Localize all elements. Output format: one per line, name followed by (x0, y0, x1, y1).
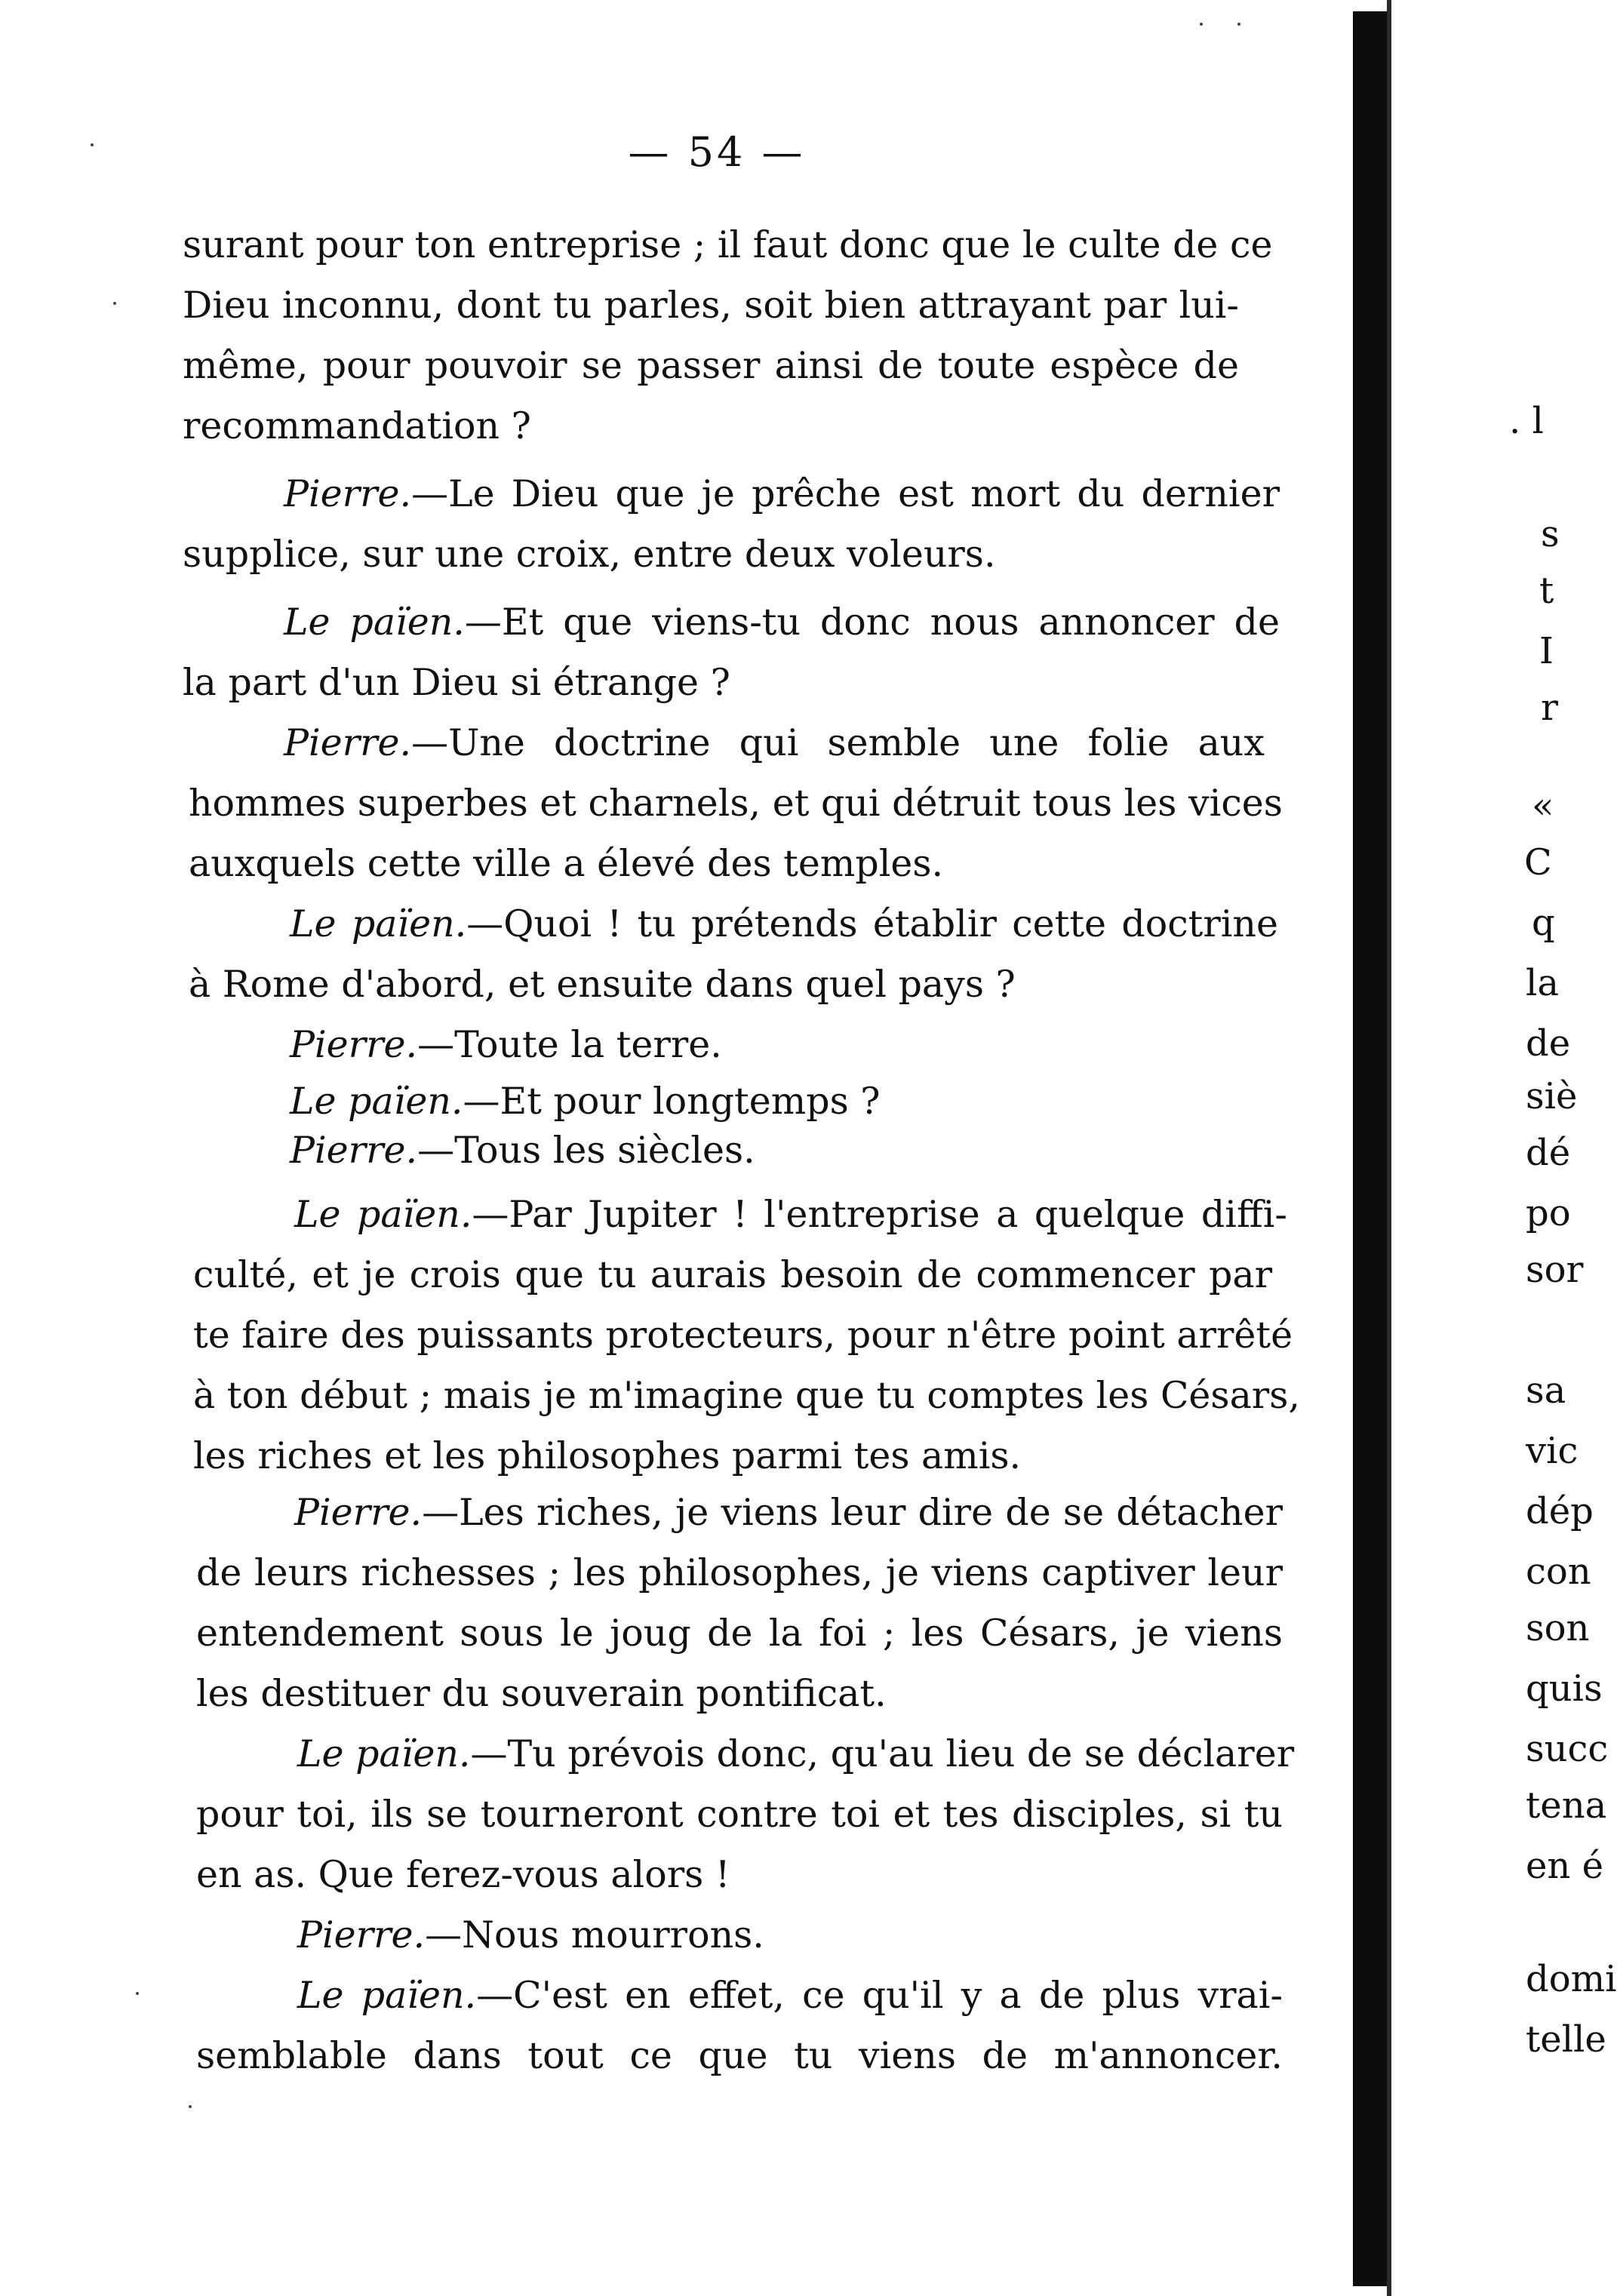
next-page-fragment: t (1539, 570, 1554, 612)
text-line: la part d'un Dieu si étrange ? (183, 661, 730, 704)
speaker-name: Le païen. (297, 1974, 477, 2017)
text-line: recommandation ? (183, 404, 531, 447)
page-number: — 54 — (628, 128, 806, 176)
next-page-fragment: sor (1526, 1249, 1584, 1291)
dialogue-line (297, 1732, 1295, 1777)
speaker-name: Pierre. (284, 472, 412, 515)
scan-speck (91, 143, 94, 146)
speaker-name: Le païen. (290, 902, 467, 945)
next-page-fragment: en é (1526, 1845, 1603, 1887)
text-line: à ton début ; mais je m'imagine que tu comptes les Césars, (193, 1374, 1300, 1417)
text-line: auxquels cette ville a élevé des temples. (189, 842, 944, 885)
text-line: hommes superbes et charnels, et qui détruit tous les vices (189, 782, 1283, 825)
speaker-name: Le païen. (284, 601, 465, 644)
text-line: les destituer du souverain pontificat. (196, 1672, 887, 1715)
next-page-fragment: quis (1526, 1667, 1603, 1710)
dialogue-line (290, 1079, 881, 1124)
next-page-fragment: dép (1526, 1490, 1594, 1532)
next-page-fragment: con (1526, 1551, 1591, 1593)
text-line: entendement sous le joug de la foi ; les Césars, je viens (196, 1612, 1283, 1655)
speaker-name: Pierre. (290, 1023, 418, 1066)
dialogue-text: —Tu prévois donc, qu'au lieu de se déclarer (470, 1732, 1295, 1775)
dialogue-line (297, 1913, 764, 1958)
next-page-fragment: . l (1509, 400, 1544, 442)
next-page-fragment: C (1524, 841, 1552, 884)
dialogue-text: —Nous mourrons. (425, 1913, 764, 1956)
dialogue-line (290, 902, 1278, 947)
next-page-fragment: I (1539, 630, 1554, 672)
next-page-fragment: telle (1526, 2018, 1606, 2061)
next-page-fragment: s (1541, 513, 1560, 555)
speaker-name: Le païen. (290, 1080, 463, 1123)
next-page-fragment: dé (1526, 1132, 1571, 1174)
text-line: surant pour ton entreprise ; il faut donc que le culte de ce (183, 223, 1273, 266)
dialogue-text: —Le Dieu que je prêche est mort du dernier (411, 472, 1280, 515)
scan-speck (1200, 23, 1203, 26)
dialogue-line (284, 472, 1280, 517)
speaker-name: Le païen. (294, 1193, 472, 1236)
dialogue-text: —Et que viens-tu donc nous annoncer de (464, 601, 1280, 644)
dialogue-line (290, 1022, 722, 1068)
next-page-fragment: « (1532, 785, 1554, 827)
next-page-fragment: siè (1526, 1075, 1578, 1117)
dialogue-text: —Tous les siècles. (417, 1129, 755, 1172)
scan-speck (113, 302, 116, 305)
dialogue-text: —Par Jupiter ! l'entreprise a quelque diffi- (472, 1193, 1287, 1236)
dialogue-line (294, 1490, 1283, 1535)
scan-speck (189, 2105, 192, 2108)
next-page-fragment: r (1541, 687, 1558, 729)
text-line: culté, et je crois que tu aurais besoin de commencer par (193, 1253, 1272, 1296)
book-gutter (1353, 11, 1389, 2286)
speaker-name: Pierre. (297, 1913, 426, 1956)
next-page-fragment: domi (1526, 1958, 1617, 2000)
dialogue-text: —Et pour longtemps ? (463, 1080, 881, 1123)
dialogue-text: —Quoi ! tu prétends établir cette doctrine (466, 902, 1278, 945)
text-line: supplice, sur une croix, entre deux voleurs. (183, 533, 996, 576)
speaker-name: Pierre. (294, 1491, 423, 1534)
text-line: à Rome d'abord, et ensuite dans quel pays ? (189, 963, 1016, 1006)
scan-speck (136, 1992, 139, 1995)
next-page-fragment: po (1526, 1192, 1571, 1234)
dialogue-line (294, 1192, 1287, 1237)
text-line: te faire des puissants protecteurs, pour n'être point arrêté (193, 1314, 1293, 1357)
dialogue-line (290, 1128, 755, 1173)
next-page-fragment: vic (1526, 1430, 1579, 1472)
next-page-fragment: succ (1526, 1728, 1609, 1770)
next-page-fragment-column (1456, 0, 1617, 2296)
text-line: semblable dans tout ce que tu viens de m'annoncer. (196, 2034, 1283, 2077)
text-line: Dieu inconnu, dont tu parles, soit bien attrayant par lui- (183, 284, 1239, 327)
speaker-name: Le païen. (297, 1732, 471, 1775)
dialogue-line (284, 600, 1280, 645)
speaker-name: Pierre. (284, 721, 412, 764)
gutter-edge (1387, 0, 1391, 2296)
next-page-fragment: tena (1526, 1784, 1607, 1827)
dialogue-line (297, 1973, 1283, 2018)
next-page-fragment: de (1526, 1022, 1571, 1065)
next-page-fragment: q (1532, 902, 1555, 944)
text-line: pour toi, ils se tourneront contre toi et tes disciples, si tu (196, 1793, 1283, 1836)
dialogue-line (284, 721, 1265, 766)
dialogue-text: —Toute la terre. (417, 1023, 722, 1066)
main-text (0, 223, 1358, 2199)
next-page-fragment: son (1526, 1607, 1590, 1649)
text-line: même, pour pouvoir se passer ainsi de toute espèce de (183, 344, 1239, 387)
next-page-fragment: la (1526, 962, 1559, 1004)
text-line: en as. Que ferez-vous alors ! (196, 1853, 730, 1896)
text-line: de leurs richesses ; les philosophes, je viens captiver leur (196, 1551, 1283, 1594)
text-line: les riches et les philosophes parmi tes amis. (193, 1434, 1022, 1477)
dialogue-text: —Une doctrine qui semble une folie aux (411, 721, 1265, 764)
next-page-fragment: sa (1526, 1369, 1566, 1412)
dialogue-text: —Les riches, je viens leur dire de se détacher (422, 1491, 1283, 1534)
dialogue-text: —C'est en effet, ce qu'il y a de plus vrai- (476, 1974, 1283, 2017)
scan-speck (1237, 23, 1240, 26)
speaker-name: Pierre. (290, 1129, 418, 1172)
